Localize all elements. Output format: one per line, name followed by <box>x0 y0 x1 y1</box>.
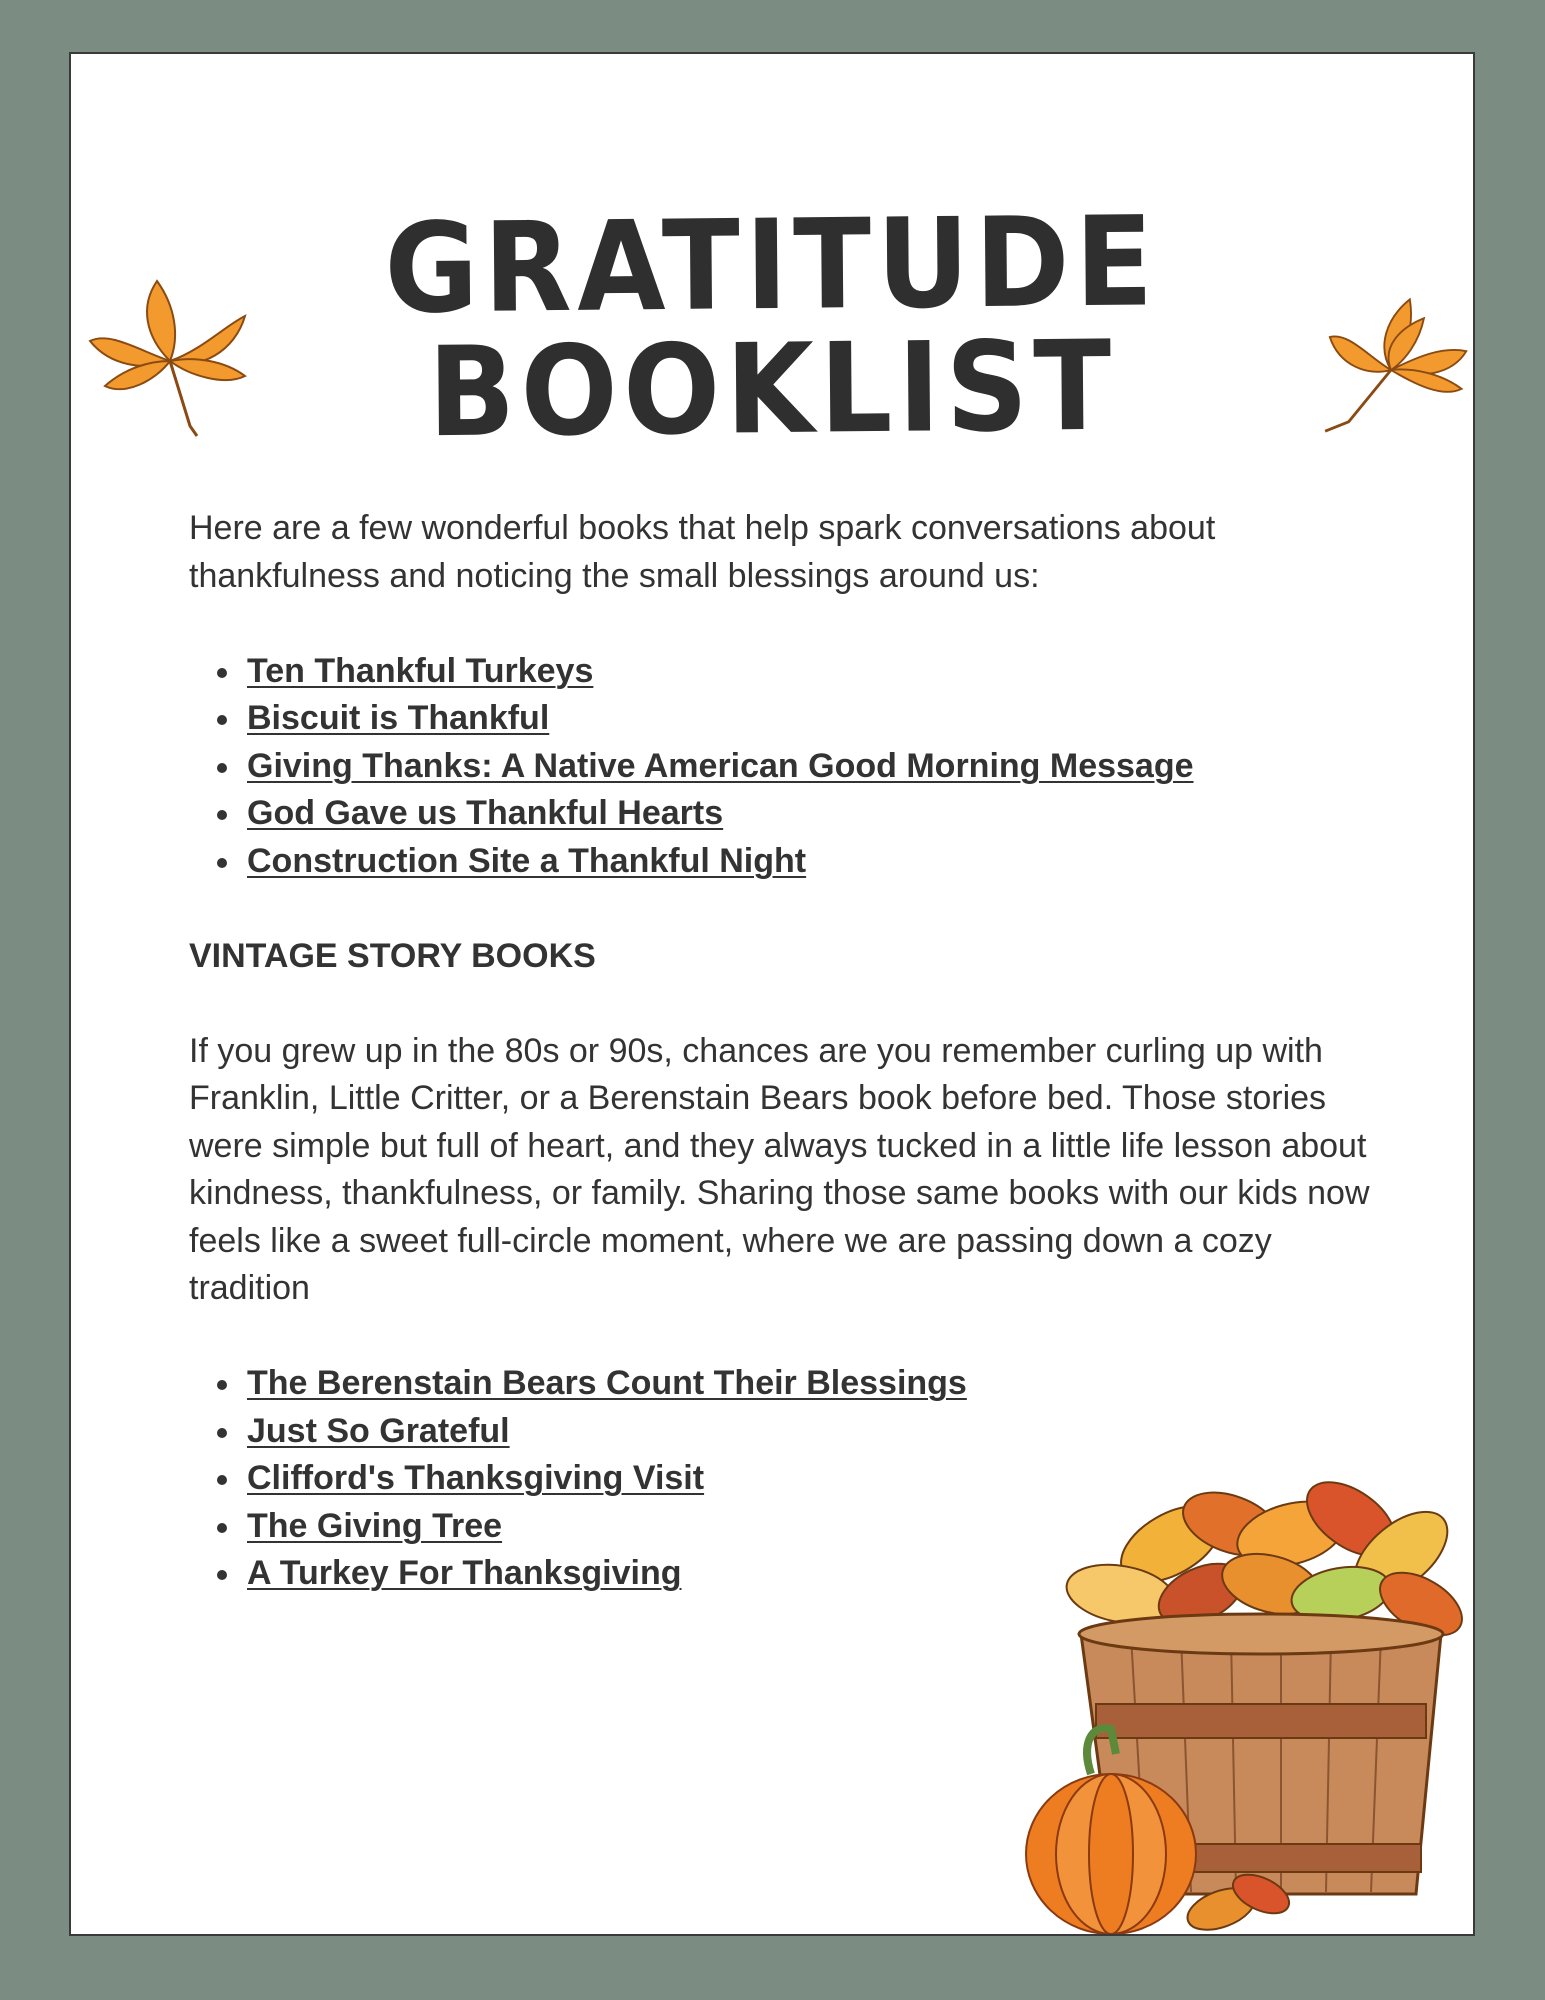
book-link[interactable]: Clifford's Thanksgiving Visit <box>247 1459 705 1497</box>
booklist-page <box>69 52 1475 1936</box>
list-item <box>247 1408 1389 1456</box>
leaf-basket-illustration <box>1021 1454 1475 1936</box>
booklist-content <box>189 505 1389 1598</box>
book-link[interactable]: Biscuit is Thankful <box>247 699 550 737</box>
list-item <box>247 838 1389 886</box>
book-link[interactable]: God Gave us Thankful Hearts <box>247 794 724 832</box>
list-item <box>247 648 1389 696</box>
gratitude-book-list <box>189 648 1389 886</box>
intro-paragraph: Here are a few wonderful books that help spark conversations about thankfulness and noticing the small blessings around us: <box>189 509 1216 595</box>
section-heading: VINTAGE STORY BOOKS <box>189 936 596 975</box>
maple-leaf-icon <box>1311 290 1471 450</box>
list-item <box>247 1360 1389 1408</box>
page-title: GRATITUDE BOOKLIST <box>383 190 1160 466</box>
book-link[interactable]: Construction Site a Thankful Night <box>247 841 807 880</box>
book-link[interactable]: Just So Grateful <box>247 1411 510 1450</box>
list-item <box>247 695 1389 743</box>
book-link[interactable]: The Berenstain Bears Count Their Blessings <box>247 1364 967 1402</box>
list-item <box>247 743 1389 791</box>
book-link[interactable]: The Giving Tree <box>247 1506 503 1545</box>
maple-leaf-icon <box>85 276 255 446</box>
list-item <box>247 790 1389 838</box>
book-link[interactable]: A Turkey For Thanksgiving <box>247 1554 682 1592</box>
vintage-paragraph: If you grew up in the 80s or 90s, chances are you remember curling up with Franklin, Little Critter, or a Berenstain Bears book before bed. Those stories were simple but full of heart, and they always tucked in a little life lesson about kindness, thankfulness, or family. Sharing those same books with our kids now feels like a sweet full-circle moment, where we are passing down a cozy tradition <box>189 1031 1370 1307</box>
book-link[interactable]: Giving Thanks: A Native American Good Morning Message <box>247 746 1194 785</box>
book-link[interactable]: Ten Thankful Turkeys <box>247 651 594 690</box>
